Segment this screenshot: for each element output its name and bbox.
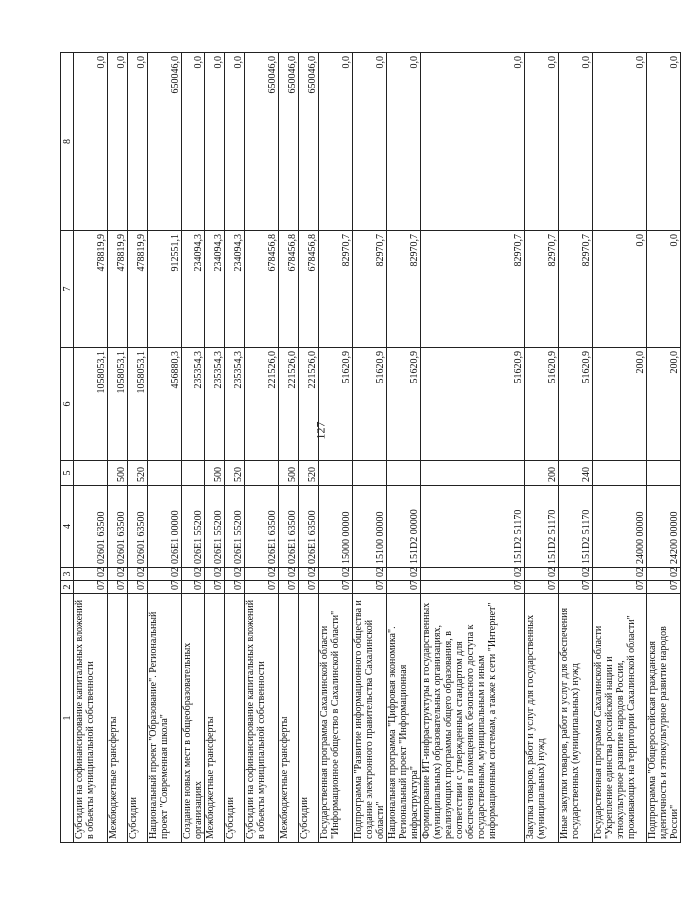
row-value-cell: 026E1 63500: [299, 486, 319, 568]
row-value-cell: 0,0: [353, 53, 387, 231]
row-value-cell: 151D2 51170: [559, 486, 593, 568]
row-value-cell: 07: [279, 581, 299, 594]
row-value-cell: 0,0: [421, 53, 525, 231]
row-value-cell: 24000 00000: [593, 486, 647, 568]
column-header: 5: [61, 461, 74, 486]
row-value-cell: 02: [299, 568, 319, 581]
page-number: 127: [313, 421, 328, 440]
row-value-cell: [245, 461, 279, 486]
row-value-cell: 678456,8: [299, 231, 319, 348]
row-value-cell: 234094,3: [225, 231, 245, 348]
row-value-cell: 478819,9: [74, 231, 108, 348]
row-value-cell: 650046,0: [299, 53, 319, 231]
row-value-cell: 500: [108, 461, 128, 486]
row-value-cell: 234094,3: [182, 231, 205, 348]
row-value-cell: 02: [319, 568, 353, 581]
row-value-cell: [387, 461, 421, 486]
row-value-cell: 026E1 55200: [205, 486, 225, 568]
row-name-cell: Субсидии: [225, 594, 245, 843]
row-value-cell: 02: [421, 568, 525, 581]
row-value-cell: 221526,0: [279, 348, 299, 461]
budget-table: [60, 52, 681, 843]
row-value-cell: 240: [559, 461, 593, 486]
table-row: [279, 53, 299, 843]
row-value-cell: 02: [205, 568, 225, 581]
row-value-cell: 0,0: [647, 231, 681, 348]
row-value-cell: 026E1 63500: [279, 486, 299, 568]
row-value-cell: 234094,3: [205, 231, 225, 348]
row-value-cell: 1058053,1: [128, 348, 148, 461]
column-header: 1: [61, 594, 74, 843]
row-value-cell: 51620,9: [525, 348, 559, 461]
row-name-cell: Государственная программа Сахалинской области "Укрепление единства российской нации и этнокультурное развитие народов России, проживающих на территории Сахалинской области": [593, 594, 647, 843]
row-name-cell: Субсидии: [128, 594, 148, 843]
row-value-cell: 82970,7: [421, 231, 525, 348]
row-value-cell: 82970,7: [319, 231, 353, 348]
row-name-cell: Иные закупки товаров, работ и услуг для обеспечения государственных (муниципальных) нужд: [559, 594, 593, 843]
row-value-cell: 200: [525, 461, 559, 486]
row-value-cell: 0,0: [205, 53, 225, 231]
row-value-cell: 478819,9: [128, 231, 148, 348]
row-value-cell: 650046,0: [148, 53, 182, 231]
row-value-cell: 235354,3: [225, 348, 245, 461]
column-header: 2: [61, 581, 74, 594]
row-value-cell: 51620,9: [559, 348, 593, 461]
row-name-cell: Формирование ИТ-инфраструктуры в государственных (муниципальных) образовательных организациях, реализующих программы общего образования, в соответствии с утвержденным стандартом для обеспечения в помещениях безопасного доступа к государственным, муниципальным и иным информационным системам, а также к сети "Интернет": [421, 594, 525, 843]
row-value-cell: 02601 63500: [128, 486, 148, 568]
row-value-cell: 478819,9: [108, 231, 128, 348]
row-value-cell: 02: [647, 568, 681, 581]
row-value-cell: 912551,1: [148, 231, 182, 348]
budget-table-container: [60, 53, 680, 843]
table-row: [421, 53, 525, 843]
row-value-cell: [593, 461, 647, 486]
row-value-cell: 0,0: [593, 53, 647, 231]
row-value-cell: 221526,0: [299, 348, 319, 461]
row-value-cell: 650046,0: [279, 53, 299, 231]
table-row: [128, 53, 148, 843]
row-value-cell: 07: [387, 581, 421, 594]
row-value-cell: 0,0: [182, 53, 205, 231]
row-name-cell: Межбюджетные трансферты: [108, 594, 128, 843]
row-value-cell: 1058053,1: [108, 348, 128, 461]
row-value-cell: 02: [279, 568, 299, 581]
row-value-cell: 02: [225, 568, 245, 581]
row-name-cell: Закупка товаров, работ и услуг для государственных (муниципальных) нужд: [525, 594, 559, 843]
row-value-cell: 02601 63500: [74, 486, 108, 568]
row-value-cell: 235354,3: [182, 348, 205, 461]
row-name-cell: Субсидии на софинансирование капитальных вложений в объекты муниципальной собственности: [245, 594, 279, 843]
table-row: [245, 53, 279, 843]
row-value-cell: 520: [225, 461, 245, 486]
row-value-cell: 200,0: [593, 348, 647, 461]
row-value-cell: 0,0: [74, 53, 108, 231]
row-value-cell: 0,0: [387, 53, 421, 231]
table-row: [353, 53, 387, 843]
row-value-cell: 02: [387, 568, 421, 581]
table-row: [182, 53, 205, 843]
row-value-cell: 500: [279, 461, 299, 486]
column-header: 6: [61, 348, 74, 461]
table-row: [148, 53, 182, 843]
row-value-cell: 02601 63500: [108, 486, 128, 568]
table-body: [74, 53, 681, 843]
row-value-cell: 15100 00000: [353, 486, 387, 568]
row-value-cell: [148, 461, 182, 486]
row-value-cell: 07: [353, 581, 387, 594]
row-value-cell: 0,0: [128, 53, 148, 231]
row-value-cell: 200,0: [647, 348, 681, 461]
row-value-cell: 07: [245, 581, 279, 594]
row-value-cell: 520: [128, 461, 148, 486]
row-value-cell: 026E1 00000: [148, 486, 182, 568]
row-name-cell: Субсидии: [299, 594, 319, 843]
row-name-cell: Создание новых мест в общеобразовательных организациях: [182, 594, 205, 843]
row-value-cell: 82970,7: [387, 231, 421, 348]
row-value-cell: 678456,8: [279, 231, 299, 348]
row-value-cell: 07: [525, 581, 559, 594]
row-value-cell: [182, 461, 205, 486]
row-value-cell: 650046,0: [245, 53, 279, 231]
row-value-cell: 02: [353, 568, 387, 581]
row-value-cell: 0,0: [319, 53, 353, 231]
row-value-cell: 24200 00000: [647, 486, 681, 568]
row-value-cell: 151D2 51170: [525, 486, 559, 568]
row-value-cell: [421, 461, 525, 486]
row-value-cell: [74, 461, 108, 486]
table-row: [74, 53, 108, 843]
row-value-cell: 82970,7: [559, 231, 593, 348]
row-value-cell: 026E1 55200: [182, 486, 205, 568]
row-value-cell: 1058053,1: [74, 348, 108, 461]
header-row: [61, 53, 74, 843]
row-value-cell: 07: [319, 581, 353, 594]
row-value-cell: 02: [74, 568, 108, 581]
row-value-cell: 02: [108, 568, 128, 581]
column-header: 4: [61, 486, 74, 568]
row-value-cell: 82970,7: [353, 231, 387, 348]
column-header: 7: [61, 231, 74, 348]
table-row: [647, 53, 681, 843]
row-value-cell: 456880,3: [148, 348, 182, 461]
row-value-cell: 07: [299, 581, 319, 594]
row-name-cell: Межбюджетные трансферты: [279, 594, 299, 843]
row-name-cell: Подпрограмма "Развитие информационного общества и создание электронного правительства Сахалинской области": [353, 594, 387, 843]
row-value-cell: 02: [559, 568, 593, 581]
column-header: 8: [61, 53, 74, 231]
row-value-cell: 07: [559, 581, 593, 594]
table-row: [225, 53, 245, 843]
row-value-cell: 0,0: [647, 53, 681, 231]
table-row: [387, 53, 421, 843]
row-value-cell: 0,0: [225, 53, 245, 231]
row-value-cell: 07: [647, 581, 681, 594]
row-name-cell: Национальный проект "Образование". Региональный проект "Современная школа": [148, 594, 182, 843]
row-value-cell: 235354,3: [205, 348, 225, 461]
row-value-cell: 151D2 00000: [387, 486, 421, 568]
row-value-cell: [647, 461, 681, 486]
table-row: [319, 53, 353, 843]
table-row: [559, 53, 593, 843]
row-value-cell: 51620,9: [387, 348, 421, 461]
row-value-cell: 51620,9: [421, 348, 525, 461]
row-name-cell: Межбюджетные трансферты: [205, 594, 225, 843]
row-value-cell: 02: [148, 568, 182, 581]
row-value-cell: 520: [299, 461, 319, 486]
table-row: [299, 53, 319, 843]
row-value-cell: 0,0: [525, 53, 559, 231]
row-value-cell: 07: [205, 581, 225, 594]
row-value-cell: 678456,8: [245, 231, 279, 348]
row-value-cell: [319, 461, 353, 486]
row-value-cell: 151D2 51170: [421, 486, 525, 568]
row-name-cell: Национальная программа "Цифровая экономика". Региональный проект "Информационная инфраструктура": [387, 594, 421, 843]
row-name-cell: Подпрограмма "Общероссийская гражданская идентичность и этнокультурное развитие народов России": [647, 594, 681, 843]
row-value-cell: 02: [525, 568, 559, 581]
row-name-cell: Государственная программа Сахалинской области "Информационное общество в Сахалинской области": [319, 594, 353, 843]
row-value-cell: [353, 461, 387, 486]
row-value-cell: 07: [421, 581, 525, 594]
row-value-cell: 07: [74, 581, 108, 594]
row-value-cell: 0,0: [559, 53, 593, 231]
row-value-cell: 026E1 55200: [225, 486, 245, 568]
table-row: [108, 53, 128, 843]
row-name-cell: Субсидии на софинансирование капитальных вложений в объекты муниципальной собственности: [74, 594, 108, 843]
row-value-cell: 51620,9: [353, 348, 387, 461]
row-value-cell: 51620,9: [319, 348, 353, 461]
row-value-cell: 02: [182, 568, 205, 581]
row-value-cell: 0,0: [593, 231, 647, 348]
row-value-cell: 15000 00000: [319, 486, 353, 568]
row-value-cell: 02: [128, 568, 148, 581]
row-value-cell: 82970,7: [525, 231, 559, 348]
row-value-cell: 07: [128, 581, 148, 594]
row-value-cell: 07: [593, 581, 647, 594]
table-row: [593, 53, 647, 843]
row-value-cell: 221526,0: [245, 348, 279, 461]
table-row: [525, 53, 559, 843]
table-row: [205, 53, 225, 843]
column-header: 3: [61, 568, 74, 581]
row-value-cell: 07: [108, 581, 128, 594]
row-value-cell: 0,0: [108, 53, 128, 231]
row-value-cell: 500: [205, 461, 225, 486]
row-value-cell: 02: [593, 568, 647, 581]
row-value-cell: 026E1 63500: [245, 486, 279, 568]
row-value-cell: 07: [225, 581, 245, 594]
row-value-cell: 07: [182, 581, 205, 594]
row-value-cell: 02: [245, 568, 279, 581]
row-value-cell: 07: [148, 581, 182, 594]
